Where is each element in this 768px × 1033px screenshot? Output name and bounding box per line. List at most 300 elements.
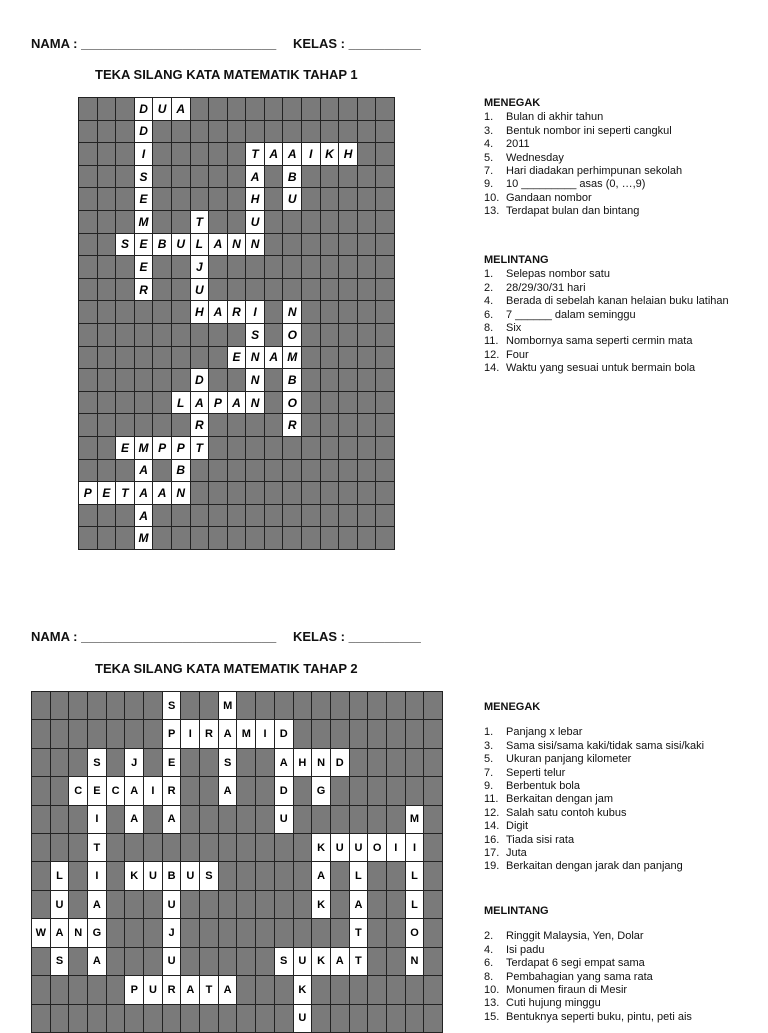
grid-blank-cell — [283, 211, 301, 233]
clue-heading-across: MELINTANG — [484, 254, 549, 266]
grid-letter-cell: A — [228, 392, 246, 414]
grid-blank-cell — [358, 505, 376, 527]
clue-text: Sama sisi/sama kaki/tidak sama sisi/kaki — [506, 739, 705, 752]
clue-number: 4. — [484, 138, 494, 151]
grid-letter-cell: B — [283, 166, 301, 188]
grid-blank-cell — [358, 460, 376, 482]
grid-blank-cell — [387, 919, 405, 946]
clue-text: Terdapat 6 segi empat sama — [506, 957, 645, 970]
clue-text: Nombornya sama seperti cermin mata — [506, 335, 693, 348]
grid-blank-cell — [376, 279, 394, 301]
grid-blank-cell — [302, 301, 320, 323]
grid-letter-cell: L — [406, 891, 424, 918]
grid-blank-cell — [219, 834, 237, 861]
clue-text: Bentuk nombor ini seperti cangkul — [506, 124, 672, 137]
clue-text: Berkaitan dengan jam — [506, 793, 614, 806]
grid-blank-cell — [339, 392, 357, 414]
clue-number: 1. — [484, 111, 494, 124]
grid-blank-cell — [350, 976, 368, 1003]
clue-item — [484, 957, 764, 970]
grid-blank-cell — [172, 527, 190, 549]
grid-letter-cell: T — [191, 211, 209, 233]
clue-list-across — [484, 254, 764, 376]
grid-blank-cell — [181, 777, 199, 804]
grid-blank-cell — [228, 166, 246, 188]
grid-blank-cell — [107, 834, 125, 861]
clue-item — [484, 295, 764, 308]
grid-blank-cell — [79, 414, 97, 436]
grid-letter-cell: U — [163, 948, 181, 975]
grid-blank-cell — [125, 948, 143, 975]
clue-item — [484, 944, 764, 957]
grid-letter-cell: O — [406, 919, 424, 946]
grid-blank-cell — [144, 1005, 162, 1032]
grid-blank-cell — [69, 834, 87, 861]
grid-blank-cell — [302, 188, 320, 210]
grid-blank-cell — [172, 256, 190, 278]
grid-letter-cell: N — [246, 369, 264, 391]
grid-blank-cell — [339, 527, 357, 549]
grid-letter-cell: K — [321, 143, 339, 165]
grid-blank-cell — [209, 369, 227, 391]
grid-blank-cell — [283, 98, 301, 120]
grid-blank-cell — [32, 862, 50, 889]
grid-blank-cell — [200, 834, 218, 861]
grid-blank-cell — [339, 166, 357, 188]
grid-blank-cell — [265, 527, 283, 549]
grid-blank-cell — [321, 121, 339, 143]
grid-blank-cell — [98, 347, 116, 369]
grid-blank-cell — [107, 1005, 125, 1032]
grid-blank-cell — [302, 414, 320, 436]
grid-blank-cell — [209, 256, 227, 278]
grid-blank-cell — [358, 211, 376, 233]
grid-blank-cell — [358, 121, 376, 143]
grid-letter-cell: R — [163, 777, 181, 804]
grid-blank-cell — [200, 692, 218, 719]
grid-blank-cell — [358, 482, 376, 504]
grid-blank-cell — [283, 482, 301, 504]
grid-blank-cell — [350, 692, 368, 719]
grid-blank-cell — [387, 806, 405, 833]
grid-letter-cell: T — [116, 482, 134, 504]
grid-blank-cell — [219, 806, 237, 833]
grid-letter-cell: I — [256, 720, 274, 747]
grid-letter-cell: A — [51, 919, 69, 946]
grid-blank-cell — [172, 301, 190, 323]
grid-letter-cell: U — [163, 891, 181, 918]
clue-text: Seperti telur — [506, 766, 566, 779]
grid-blank-cell — [79, 256, 97, 278]
grid-blank-cell — [79, 166, 97, 188]
grid-blank-cell — [368, 720, 386, 747]
clue-item — [484, 834, 764, 847]
clue-number: 8. — [484, 322, 494, 335]
grid-blank-cell — [181, 806, 199, 833]
grid-letter-cell: L — [191, 234, 209, 256]
grid-blank-cell — [302, 279, 320, 301]
grid-blank-cell — [191, 121, 209, 143]
grid-blank-cell — [321, 188, 339, 210]
grid-blank-cell — [69, 749, 87, 776]
grid-blank-cell — [321, 437, 339, 459]
grid-blank-cell — [302, 324, 320, 346]
grid-letter-cell: A — [135, 482, 153, 504]
grid-letter-cell: U — [350, 834, 368, 861]
clue-text: 28/29/30/31 hari — [506, 281, 586, 294]
grid-letter-cell: I — [387, 834, 405, 861]
grid-blank-cell — [172, 414, 190, 436]
grid-blank-cell — [116, 98, 134, 120]
grid-blank-cell — [302, 347, 320, 369]
grid-blank-cell — [358, 347, 376, 369]
grid-blank-cell — [172, 505, 190, 527]
grid-letter-cell: K — [125, 862, 143, 889]
grid-letter-cell: A — [331, 948, 349, 975]
grid-blank-cell — [339, 256, 357, 278]
clue-heading-across: MELINTANG — [484, 905, 549, 917]
grid-letter-cell: E — [88, 777, 106, 804]
grid-blank-cell — [256, 891, 274, 918]
grid-blank-cell — [32, 777, 50, 804]
grid-blank-cell — [191, 324, 209, 346]
grid-blank-cell — [331, 692, 349, 719]
grid-letter-cell: T — [200, 976, 218, 1003]
grid-letter-cell: E — [228, 347, 246, 369]
grid-blank-cell — [387, 692, 405, 719]
grid-letter-cell: E — [116, 437, 134, 459]
grid-blank-cell — [209, 143, 227, 165]
grid-letter-cell: S — [275, 948, 293, 975]
clue-item — [484, 125, 764, 138]
grid-letter-cell: D — [135, 121, 153, 143]
clue-number: 14. — [484, 820, 500, 833]
grid-blank-cell — [172, 347, 190, 369]
grid-blank-cell — [406, 1005, 424, 1032]
grid-letter-cell: K — [312, 834, 330, 861]
grid-blank-cell — [79, 527, 97, 549]
grid-blank-cell — [387, 1005, 405, 1032]
clue-text: Hari diadakan perhimpunan sekolah — [506, 165, 683, 178]
grid-blank-cell — [172, 143, 190, 165]
grid-blank-cell — [125, 720, 143, 747]
grid-blank-cell — [294, 720, 312, 747]
crossword-grid — [78, 97, 395, 550]
grid-blank-cell — [376, 324, 394, 346]
grid-blank-cell — [116, 505, 134, 527]
grid-letter-cell: N — [246, 392, 264, 414]
grid-blank-cell — [228, 414, 246, 436]
grid-letter-cell: L — [350, 862, 368, 889]
clue-number: 19. — [484, 860, 500, 873]
grid-letter-cell: E — [135, 234, 153, 256]
clue-number: 2. — [484, 281, 494, 294]
grid-blank-cell — [191, 98, 209, 120]
clue-item — [484, 807, 764, 820]
clue-text: Ringgit Malaysia, Yen, Dolar — [506, 930, 644, 943]
grid-blank-cell — [191, 188, 209, 210]
grid-letter-cell: B — [153, 234, 171, 256]
grid-blank-cell — [69, 1005, 87, 1032]
grid-blank-cell — [265, 279, 283, 301]
grid-letter-cell: K — [312, 948, 330, 975]
grid-letter-cell: U — [331, 834, 349, 861]
clue-text: Gandaan nombor — [506, 191, 592, 204]
grid-blank-cell — [312, 976, 330, 1003]
grid-blank-cell — [88, 692, 106, 719]
grid-letter-cell: M — [135, 437, 153, 459]
grid-blank-cell — [387, 891, 405, 918]
grid-blank-cell — [321, 279, 339, 301]
grid-blank-cell — [172, 369, 190, 391]
grid-blank-cell — [228, 437, 246, 459]
clue-number: 11. — [484, 335, 499, 348]
grid-letter-cell: U — [246, 211, 264, 233]
grid-letter-cell: D — [135, 98, 153, 120]
grid-blank-cell — [153, 392, 171, 414]
grid-blank-cell — [153, 460, 171, 482]
grid-letter-cell: S — [246, 324, 264, 346]
grid-blank-cell — [237, 692, 255, 719]
grid-blank-cell — [172, 188, 190, 210]
grid-blank-cell — [339, 98, 357, 120]
grid-blank-cell — [387, 948, 405, 975]
grid-letter-cell: A — [153, 482, 171, 504]
clue-text: Ukuran panjang kilometer — [506, 753, 632, 766]
grid-blank-cell — [135, 324, 153, 346]
grid-blank-cell — [209, 437, 227, 459]
grid-blank-cell — [339, 347, 357, 369]
clue-item — [484, 205, 764, 218]
grid-blank-cell — [294, 692, 312, 719]
grid-letter-cell: S — [163, 692, 181, 719]
grid-blank-cell — [209, 505, 227, 527]
grid-blank-cell — [153, 369, 171, 391]
grid-blank-cell — [79, 437, 97, 459]
clue-number: 1. — [484, 726, 494, 739]
grid-blank-cell — [339, 505, 357, 527]
grid-blank-cell — [339, 460, 357, 482]
grid-blank-cell — [302, 527, 320, 549]
grid-blank-cell — [32, 976, 50, 1003]
grid-letter-cell: L — [51, 862, 69, 889]
grid-blank-cell — [321, 234, 339, 256]
grid-blank-cell — [228, 482, 246, 504]
class-field-label: KELAS : __________ — [293, 36, 421, 51]
grid-blank-cell — [153, 527, 171, 549]
grid-blank-cell — [200, 919, 218, 946]
grid-letter-cell: U — [294, 1005, 312, 1032]
grid-blank-cell — [107, 692, 125, 719]
grid-letter-cell: E — [98, 482, 116, 504]
grid-blank-cell — [376, 301, 394, 323]
grid-blank-cell — [107, 806, 125, 833]
grid-letter-cell: B — [172, 460, 190, 482]
grid-letter-cell: I — [144, 777, 162, 804]
grid-blank-cell — [228, 256, 246, 278]
grid-blank-cell — [79, 143, 97, 165]
grid-blank-cell — [368, 919, 386, 946]
grid-blank-cell — [406, 777, 424, 804]
grid-blank-cell — [88, 1005, 106, 1032]
grid-blank-cell — [200, 1005, 218, 1032]
grid-letter-cell: A — [246, 166, 264, 188]
grid-letter-cell: S — [51, 948, 69, 975]
grid-blank-cell — [265, 437, 283, 459]
grid-blank-cell — [350, 749, 368, 776]
grid-blank-cell — [144, 919, 162, 946]
grid-blank-cell — [321, 347, 339, 369]
clue-list-down — [484, 701, 764, 874]
clue-item — [484, 362, 764, 375]
grid-blank-cell — [358, 392, 376, 414]
grid-letter-cell: O — [283, 392, 301, 414]
grid-letter-cell: N — [283, 301, 301, 323]
clue-number: 12. — [484, 806, 500, 819]
grid-blank-cell — [275, 834, 293, 861]
grid-letter-cell: S — [219, 749, 237, 776]
grid-blank-cell — [98, 414, 116, 436]
grid-blank-cell — [219, 862, 237, 889]
grid-blank-cell — [69, 948, 87, 975]
grid-blank-cell — [339, 437, 357, 459]
grid-blank-cell — [368, 1005, 386, 1032]
grid-blank-cell — [302, 369, 320, 391]
grid-blank-cell — [339, 234, 357, 256]
grid-blank-cell — [265, 482, 283, 504]
grid-letter-cell: S — [116, 234, 134, 256]
grid-blank-cell — [181, 834, 199, 861]
grid-letter-cell: S — [200, 862, 218, 889]
clue-number: 17. — [484, 847, 500, 860]
grid-blank-cell — [116, 347, 134, 369]
grid-blank-cell — [368, 692, 386, 719]
clue-text: Terdapat bulan dan bintang — [506, 205, 640, 218]
grid-letter-cell: O — [368, 834, 386, 861]
grid-blank-cell — [358, 188, 376, 210]
grid-blank-cell — [424, 862, 442, 889]
grid-blank-cell — [294, 806, 312, 833]
grid-blank-cell — [321, 98, 339, 120]
grid-letter-cell: D — [191, 369, 209, 391]
grid-blank-cell — [275, 692, 293, 719]
grid-blank-cell — [256, 777, 274, 804]
grid-letter-cell: R — [228, 301, 246, 323]
grid-blank-cell — [79, 392, 97, 414]
grid-blank-cell — [321, 211, 339, 233]
grid-blank-cell — [368, 976, 386, 1003]
grid-blank-cell — [358, 143, 376, 165]
grid-blank-cell — [51, 806, 69, 833]
grid-blank-cell — [368, 948, 386, 975]
grid-letter-cell: D — [331, 749, 349, 776]
grid-blank-cell — [153, 279, 171, 301]
grid-blank-cell — [376, 369, 394, 391]
grid-blank-cell — [98, 234, 116, 256]
grid-blank-cell — [256, 919, 274, 946]
grid-letter-cell: M — [135, 211, 153, 233]
grid-blank-cell — [358, 98, 376, 120]
grid-blank-cell — [107, 976, 125, 1003]
grid-letter-cell: I — [302, 143, 320, 165]
grid-blank-cell — [191, 143, 209, 165]
grid-blank-cell — [302, 256, 320, 278]
grid-blank-cell — [256, 806, 274, 833]
grid-letter-cell: S — [135, 166, 153, 188]
grid-letter-cell: A — [312, 862, 330, 889]
grid-blank-cell — [339, 211, 357, 233]
grid-blank-cell — [51, 976, 69, 1003]
grid-blank-cell — [265, 234, 283, 256]
grid-blank-cell — [376, 166, 394, 188]
grid-blank-cell — [116, 369, 134, 391]
grid-blank-cell — [219, 919, 237, 946]
grid-blank-cell — [376, 347, 394, 369]
grid-blank-cell — [321, 166, 339, 188]
grid-blank-cell — [191, 482, 209, 504]
clue-text: Six — [506, 322, 522, 335]
grid-blank-cell — [79, 301, 97, 323]
grid-blank-cell — [283, 121, 301, 143]
grid-blank-cell — [181, 1005, 199, 1032]
grid-blank-cell — [228, 505, 246, 527]
grid-blank-cell — [135, 392, 153, 414]
grid-blank-cell — [424, 834, 442, 861]
grid-letter-cell: W — [32, 919, 50, 946]
clue-number: 12. — [484, 348, 500, 361]
grid-blank-cell — [79, 121, 97, 143]
grid-blank-cell — [358, 369, 376, 391]
grid-blank-cell — [181, 749, 199, 776]
grid-letter-cell: J — [163, 919, 181, 946]
grid-blank-cell — [424, 692, 442, 719]
grid-blank-cell — [246, 460, 264, 482]
grid-blank-cell — [219, 891, 237, 918]
grid-blank-cell — [376, 505, 394, 527]
grid-letter-cell: G — [312, 777, 330, 804]
grid-blank-cell — [424, 976, 442, 1003]
name-field-label: NAMA : ___________________________ — [31, 629, 277, 644]
grid-letter-cell: A — [350, 891, 368, 918]
grid-blank-cell — [265, 211, 283, 233]
grid-blank-cell — [107, 948, 125, 975]
grid-blank-cell — [144, 806, 162, 833]
clue-item — [484, 111, 764, 124]
clue-text: Panjang x lebar — [506, 726, 583, 739]
clue-item — [484, 820, 764, 833]
grid-blank-cell — [302, 392, 320, 414]
grid-blank-cell — [107, 862, 125, 889]
grid-blank-cell — [368, 891, 386, 918]
grid-blank-cell — [125, 1005, 143, 1032]
clue-text: Berkaitan dengan jarak dan panjang — [506, 860, 683, 873]
grid-blank-cell — [153, 121, 171, 143]
grid-blank-cell — [79, 347, 97, 369]
grid-blank-cell — [294, 777, 312, 804]
grid-blank-cell — [107, 720, 125, 747]
grid-blank-cell — [312, 692, 330, 719]
grid-letter-cell: A — [125, 806, 143, 833]
clue-item — [484, 753, 764, 766]
grid-blank-cell — [172, 121, 190, 143]
grid-blank-cell — [265, 301, 283, 323]
grid-blank-cell — [125, 919, 143, 946]
grid-blank-cell — [237, 891, 255, 918]
grid-blank-cell — [246, 414, 264, 436]
grid-letter-cell: E — [135, 188, 153, 210]
grid-letter-cell: U — [283, 188, 301, 210]
grid-letter-cell: H — [294, 749, 312, 776]
